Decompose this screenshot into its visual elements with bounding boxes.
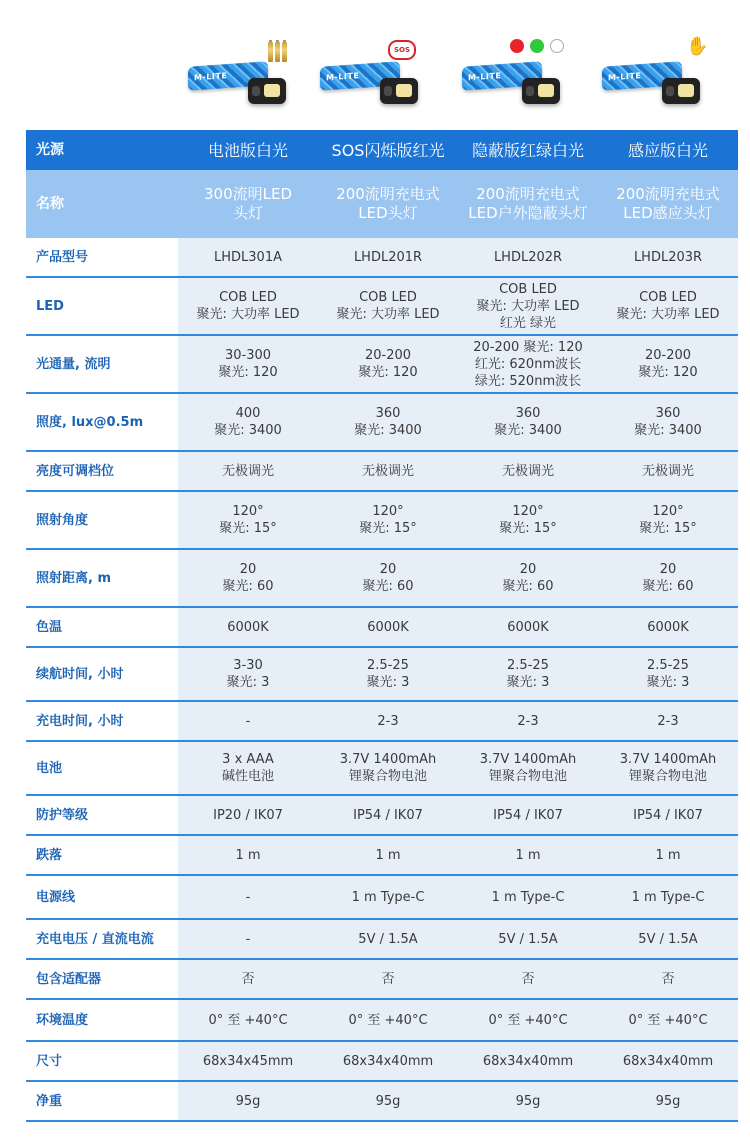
lamp-head	[522, 78, 560, 104]
cell-line: COB LED	[359, 290, 417, 305]
table-cell	[598, 919, 738, 959]
cell-line: 360	[655, 406, 681, 421]
table-row	[26, 1081, 738, 1121]
cell-line: 5V / 1.5A	[498, 931, 558, 947]
cell-line: LHDL203R	[633, 249, 703, 265]
table-row	[26, 607, 738, 647]
row-label: 名称	[26, 170, 178, 238]
cell-line: 5V / 1.5A	[358, 931, 418, 947]
cell-line: 无极调光	[501, 463, 554, 479]
table-cell	[458, 607, 598, 647]
table-cell	[598, 741, 738, 795]
cell-line: 锂聚合物电池	[348, 769, 427, 784]
table-cell	[598, 238, 738, 277]
table-cell	[178, 277, 318, 335]
cell-line: 30-300	[224, 348, 272, 363]
cell-line: 20	[239, 562, 257, 577]
row-label: 电池	[26, 741, 178, 795]
table-cell	[458, 238, 598, 277]
cell-line: COB LED	[639, 290, 697, 305]
table-cell	[458, 277, 598, 335]
battery-icon	[275, 42, 280, 62]
cell-line: 否	[661, 971, 675, 987]
spec-table	[26, 130, 738, 1122]
row-label: 续航时间, 小时	[26, 647, 178, 701]
cell-line: 无极调光	[221, 463, 274, 479]
table-row	[26, 451, 738, 491]
table-cell	[318, 1041, 458, 1081]
table-row	[26, 335, 738, 393]
cell-line: 聚光: 大功率 LED	[196, 307, 300, 322]
cell-line: 20-200	[364, 348, 412, 363]
row-label: 跌落	[26, 835, 178, 875]
brand-logo: M-LITE	[468, 71, 502, 83]
cell-line: 2-3	[657, 713, 679, 729]
row-label: LED	[26, 277, 178, 335]
cell-line: 2-3	[377, 713, 399, 729]
white-dot-icon	[550, 39, 564, 53]
red-dot-icon	[510, 39, 524, 53]
table-cell	[318, 647, 458, 701]
cell-line: 聚光: 3	[226, 675, 270, 690]
table-row	[26, 393, 738, 451]
table-cell	[598, 959, 738, 999]
cell-line: 200流明充电式	[616, 185, 720, 203]
table-cell	[318, 959, 458, 999]
table-cell	[458, 491, 598, 549]
cell-line: IP54 / IK07	[493, 807, 563, 823]
cell-line: 聚光: 3400	[354, 423, 422, 438]
cell-line: 0° 至 +40°C	[628, 1012, 708, 1028]
table-cell	[598, 1081, 738, 1121]
cell-line: 0° 至 +40°C	[348, 1012, 428, 1028]
table-cell	[178, 607, 318, 647]
row-label: 光源	[26, 130, 178, 170]
product-image-battery	[186, 38, 296, 118]
table-cell	[318, 999, 458, 1041]
cell-line: 120°	[652, 504, 684, 519]
table-cell	[178, 919, 318, 959]
cell-line: 聚光: 15°	[499, 521, 557, 536]
table-cell	[458, 919, 598, 959]
cell-line: 3.7V 1400mAh	[339, 752, 437, 767]
cell-line: 聚光: 3	[506, 675, 550, 690]
row-label: 防护等级	[26, 795, 178, 835]
cell-line: IP54 / IK07	[633, 807, 703, 823]
header-row	[26, 130, 738, 170]
cell-line: 无极调光	[641, 463, 694, 479]
product-image-sensor	[600, 38, 710, 118]
row-label: 环境温度	[26, 999, 178, 1041]
table-row	[26, 959, 738, 999]
table-cell	[178, 875, 318, 919]
cell-line: 聚光: 3400	[494, 423, 562, 438]
table-row	[26, 999, 738, 1041]
table-cell	[178, 549, 318, 607]
cell-line: 95g	[515, 1093, 541, 1109]
cell-line: 聚光: 120	[218, 365, 278, 380]
table-cell	[178, 959, 318, 999]
table-cell	[458, 1081, 598, 1121]
cell-line: 6000K	[227, 619, 269, 635]
brand-logo: M-LITE	[326, 71, 360, 83]
row-label: 充电电压 / 直流电流	[26, 919, 178, 959]
lamp-head	[248, 78, 286, 104]
cell-line: -	[245, 713, 251, 729]
cell-line: 聚光: 大功率 LED	[476, 298, 580, 314]
cell-line: 聚光: 15°	[359, 521, 417, 536]
column-header: 电池版白光	[178, 130, 318, 170]
cell-line: COB LED	[499, 281, 557, 297]
cell-line: 0° 至 +40°C	[488, 1012, 568, 1028]
cell-line: 1 m Type-C	[351, 889, 425, 905]
table-cell	[318, 701, 458, 741]
cell-line: 95g	[375, 1093, 401, 1109]
cell-line: IP20 / IK07	[213, 807, 283, 823]
lamp-head	[662, 78, 700, 104]
cell-line: 聚光: 60	[222, 579, 274, 594]
row-label: 充电时间, 小时	[26, 701, 178, 741]
column-header: SOS闪烁版红光	[318, 130, 458, 170]
row-label: 产品型号	[26, 238, 178, 277]
cell-line: 2.5-25	[507, 658, 549, 673]
name-row	[26, 170, 738, 238]
table-cell	[598, 647, 738, 701]
table-cell	[178, 701, 318, 741]
table-row	[26, 238, 738, 277]
cell-line: 6000K	[507, 619, 549, 635]
row-label: 照射角度	[26, 491, 178, 549]
cell-line: 68x34x40mm	[622, 1053, 714, 1069]
table-cell	[458, 875, 598, 919]
cell-line: 2.5-25	[367, 658, 409, 673]
cell-line: 聚光: 3400	[634, 423, 702, 438]
cell-line: LHDL301A	[214, 249, 282, 265]
table-cell	[178, 491, 318, 549]
table-cell	[458, 549, 598, 607]
cell-line: 0° 至 +40°C	[208, 1012, 288, 1028]
cell-line: LHDL201R	[353, 249, 423, 265]
cell-line: 碱性电池	[221, 769, 274, 784]
table-cell	[598, 999, 738, 1041]
wave-hand-icon: ✋	[686, 36, 709, 57]
cell-line: 锂聚合物电池	[488, 769, 567, 784]
cell-line: 无极调光	[361, 463, 414, 479]
cell-line: LHDL202R	[493, 249, 563, 265]
cell-line: -	[245, 889, 251, 905]
cell-line: 1 m Type-C	[491, 889, 565, 905]
spec-table-body	[26, 130, 738, 1121]
cell-line: 1 m	[235, 847, 261, 863]
cell-line: 20-200 聚光: 120	[473, 339, 583, 355]
brand-logo: M-LITE	[608, 71, 642, 83]
row-label: 净重	[26, 1081, 178, 1121]
cell-line: 聚光: 120	[638, 365, 698, 380]
sos-icon: SOS	[388, 40, 416, 60]
table-cell	[178, 238, 318, 277]
row-label: 照射距离, m	[26, 549, 178, 607]
cell-line: COB LED	[219, 290, 277, 305]
cell-line: 红光: 620nm波长	[474, 356, 582, 372]
cell-line: 否	[381, 971, 395, 987]
cell-line: 20	[659, 562, 677, 577]
table-cell	[318, 607, 458, 647]
table-cell	[598, 701, 738, 741]
cell-line: 聚光: 15°	[219, 521, 277, 536]
cell-line: 聚光: 60	[502, 579, 554, 594]
cell-line: 300流明LED	[203, 185, 292, 203]
name-cell	[458, 170, 598, 238]
cell-line: 否	[241, 971, 255, 987]
table-cell	[318, 795, 458, 835]
table-cell	[458, 959, 598, 999]
product-image-color	[460, 38, 570, 118]
cell-line: 68x34x45mm	[202, 1053, 294, 1069]
cell-line: LED户外隐蔽头灯	[468, 204, 588, 222]
cell-line: IP54 / IK07	[353, 807, 423, 823]
table-cell	[318, 549, 458, 607]
cell-line: 20	[379, 562, 397, 577]
cell-line: 3-30	[233, 658, 263, 673]
table-cell	[178, 335, 318, 393]
table-row	[26, 549, 738, 607]
table-cell	[178, 741, 318, 795]
table-cell	[178, 835, 318, 875]
table-cell	[178, 1081, 318, 1121]
table-cell	[318, 875, 458, 919]
cell-line: 聚光: 3400	[214, 423, 282, 438]
table-cell	[598, 875, 738, 919]
table-cell	[458, 647, 598, 701]
table-row	[26, 835, 738, 875]
name-cell	[178, 170, 318, 238]
table-cell	[318, 277, 458, 335]
table-cell	[318, 491, 458, 549]
table-cell	[458, 795, 598, 835]
table-cell	[598, 607, 738, 647]
cell-line: 120°	[512, 504, 544, 519]
name-cell	[318, 170, 458, 238]
cell-line: LED感应头灯	[623, 204, 713, 222]
cell-line: 120°	[372, 504, 404, 519]
table-cell	[598, 835, 738, 875]
product-images	[0, 0, 750, 130]
battery-icon	[268, 42, 273, 62]
table-cell	[598, 451, 738, 491]
table-cell	[458, 393, 598, 451]
table-cell	[318, 238, 458, 277]
cell-line: 聚光: 120	[358, 365, 418, 380]
cell-line: 6000K	[367, 619, 409, 635]
cell-line: 1 m	[375, 847, 401, 863]
cell-line: 红光 绿光	[499, 315, 557, 331]
table-row	[26, 701, 738, 741]
cell-line: 1 m Type-C	[631, 889, 705, 905]
cell-line: 20-200	[644, 348, 692, 363]
row-label: 尺寸	[26, 1041, 178, 1081]
table-row	[26, 647, 738, 701]
table-row	[26, 277, 738, 335]
row-label: 包含适配器	[26, 959, 178, 999]
table-cell	[178, 393, 318, 451]
table-cell	[458, 999, 598, 1041]
table-cell	[458, 701, 598, 741]
cell-line: 绿光: 520nm波长	[474, 373, 582, 389]
row-label: 照度, lux@0.5m	[26, 393, 178, 451]
table-cell	[178, 999, 318, 1041]
table-cell	[598, 795, 738, 835]
row-label: 电源线	[26, 875, 178, 919]
cell-line: 3.7V 1400mAh	[479, 752, 577, 767]
cell-line: 1 m	[515, 847, 541, 863]
cell-line: LED头灯	[358, 204, 418, 222]
table-cell	[598, 393, 738, 451]
table-cell	[598, 335, 738, 393]
cell-line: 360	[515, 406, 541, 421]
table-cell	[318, 451, 458, 491]
cell-line: 95g	[235, 1093, 261, 1109]
name-cell	[598, 170, 738, 238]
cell-line: -	[245, 931, 251, 947]
table-cell	[318, 1081, 458, 1121]
cell-line: 聚光: 15°	[639, 521, 697, 536]
table-row	[26, 491, 738, 549]
table-cell	[598, 277, 738, 335]
table-cell	[458, 1041, 598, 1081]
cell-line: 68x34x40mm	[482, 1053, 574, 1069]
cell-line: 1 m	[655, 847, 681, 863]
table-row	[26, 741, 738, 795]
cell-line: 200流明充电式	[336, 185, 440, 203]
table-cell	[318, 393, 458, 451]
table-cell	[178, 1041, 318, 1081]
column-header: 感应版白光	[598, 130, 738, 170]
cell-line: 聚光: 60	[362, 579, 414, 594]
brand-logo: M-LITE	[194, 71, 228, 83]
cell-line: 95g	[655, 1093, 681, 1109]
cell-line: 2.5-25	[647, 658, 689, 673]
table-row	[26, 1041, 738, 1081]
cell-line: 400	[235, 406, 261, 421]
cell-line: 6000K	[647, 619, 689, 635]
green-dot-icon	[530, 39, 544, 53]
table-cell	[178, 451, 318, 491]
cell-line: 聚光: 大功率 LED	[616, 307, 720, 322]
cell-line: 68x34x40mm	[342, 1053, 434, 1069]
product-image-sos	[318, 38, 428, 118]
cell-line: 5V / 1.5A	[638, 931, 698, 947]
table-cell	[318, 335, 458, 393]
lamp-head	[380, 78, 418, 104]
cell-line: 120°	[232, 504, 264, 519]
cell-line: 3.7V 1400mAh	[619, 752, 717, 767]
battery-icon	[282, 42, 287, 62]
table-cell	[178, 647, 318, 701]
cell-line: 3 x AAA	[222, 752, 274, 767]
table-cell	[318, 741, 458, 795]
table-cell	[178, 795, 318, 835]
table-cell	[318, 835, 458, 875]
table-row	[26, 919, 738, 959]
table-cell	[598, 491, 738, 549]
table-cell	[318, 919, 458, 959]
row-label: 色温	[26, 607, 178, 647]
cell-line: 360	[375, 406, 401, 421]
table-cell	[458, 335, 598, 393]
row-label: 亮度可调档位	[26, 451, 178, 491]
cell-line: 头灯	[232, 204, 263, 222]
table-row	[26, 875, 738, 919]
cell-line: 聚光: 大功率 LED	[336, 307, 440, 322]
cell-line: 聚光: 60	[642, 579, 694, 594]
cell-line: 聚光: 3	[366, 675, 410, 690]
cell-line: 200流明充电式	[476, 185, 580, 203]
cell-line: 锂聚合物电池	[628, 769, 707, 784]
table-row	[26, 795, 738, 835]
table-cell	[598, 1041, 738, 1081]
table-cell	[458, 835, 598, 875]
row-label: 光通量, 流明	[26, 335, 178, 393]
table-cell	[458, 451, 598, 491]
table-cell	[458, 741, 598, 795]
column-header: 隐蔽版红绿白光	[458, 130, 598, 170]
cell-line: 否	[521, 971, 535, 987]
cell-line: 聚光: 3	[646, 675, 690, 690]
table-cell	[598, 549, 738, 607]
cell-line: 2-3	[517, 713, 539, 729]
cell-line: 20	[519, 562, 537, 577]
